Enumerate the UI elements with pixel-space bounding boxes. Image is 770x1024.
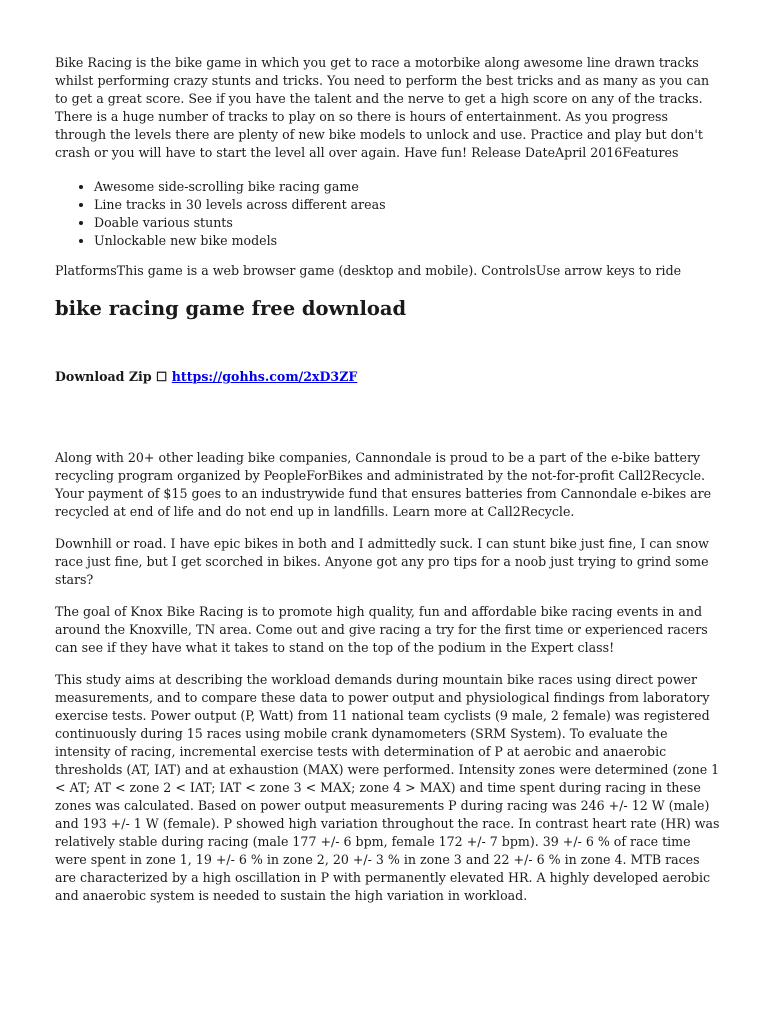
paragraph-knox: The goal of Knox Bike Racing is to promote high quality, fun and affordable bike racing events in and around the Knoxville, TN area. Come out and give racing a try for the first time or experienced racers can see if they have what it takes to stand on the top of the podium in the Expert class! <box>55 604 708 655</box>
download-label: Download Zip <box>55 369 152 384</box>
paragraph-study: This study aims at describing the workload demands during mountain bike races using direct power measurements, and to compare these data to power output and physiological findings from laboratory exercise tests. Power output (P, Watt) from 11 national team cyclists (9 male, 2 female) was registered continuously during 15 races using mobile crank dynamometers (SRM System). To evaluate the intensity of racing, incremental exercise tests with determination of P at aerobic and anaerobic thresholds (AT, IAT) and at exhaustion (MAX) were performed. Intensity zones were determined (zone 1 < AT; AT < zone 2 < IAT; IAT < zone 3 < MAX; zone 4 > MAX) and time spent during racing in these zones was calculated. Based on power output measurements P during racing was 246 +/- 12 W (male) and 193 +/- 1 W (female). P showed high variation throughout the race. In contrast heart rate (HR) was relatively stable during racing (male 177 +/- 6 bpm, female 172 +/- 7 bpm). 39 +/- 6 % of race time were spent in zone 1, 19 +/- 6 % in zone 2, 20 +/- 3 % in zone 3 and 22 +/- 6 % in zone 4. MTB races are characterized by a high oscillation in P with permanently elevated HR. A highly developed aerobic and anaerobic system is needed to sustain the high variation in workload. <box>55 672 720 903</box>
features-list <box>55 178 720 250</box>
paragraph-downhill: Downhill or road. I have epic bikes in both and I admittedly suck. I can stunt bike just fine, I can snow race just fine, but I get scorched in bikes. Anyone got any pro tips for a noob just trying to grind some stars? <box>55 536 709 587</box>
document-body <box>55 54 720 919</box>
list-item: • Unlockable new bike models <box>94 232 720 250</box>
download-line <box>55 368 720 386</box>
page-title: bike racing game free download <box>55 297 407 320</box>
list-item: • Line tracks in 30 levels across different areas <box>94 196 720 214</box>
download-link[interactable]: https://gohhs.com/2xD3ZF <box>171 369 358 384</box>
list-item: • Awesome side-scrolling bike racing game <box>94 178 720 196</box>
list-item: • Doable various stunts <box>94 214 720 232</box>
box-glyph-icon: ☐ <box>156 369 168 384</box>
paragraph-cannondale: Along with 20+ other leading bike companies, Cannondale is proud to be a part of the e-bike battery recycling program organized by PeopleForBikes and administrated by the not-for-profit Call2Recycle. Your payment of $15 goes to an industrywide fund that ensures batteries from Cannondale e-bikes are recycled at end of life and do not end up in landfills. Learn more at Call2Recycle. <box>55 450 712 519</box>
intro-paragraph: Bike Racing is the bike game in which you get to race a motorbike along awesome line drawn tracks whilst performing crazy stunts and tricks. You need to perform the best tricks and as many as you can to get a great score. See if you have the talent and the nerve to get a high score on any of the tracks. There is a huge number of tracks to play on so there is hours of entertainment. As you progress through the levels there are plenty of new bike models to unlock and use. Practice and play but don't crash or you will have to start the level all over again. Have fun! Release DateApril 2016Features <box>55 55 710 160</box>
platforms-paragraph: PlatformsThis game is a web browser game (desktop and mobile). ControlsUse arrow keys to ride <box>55 263 682 278</box>
spacer <box>55 386 720 449</box>
